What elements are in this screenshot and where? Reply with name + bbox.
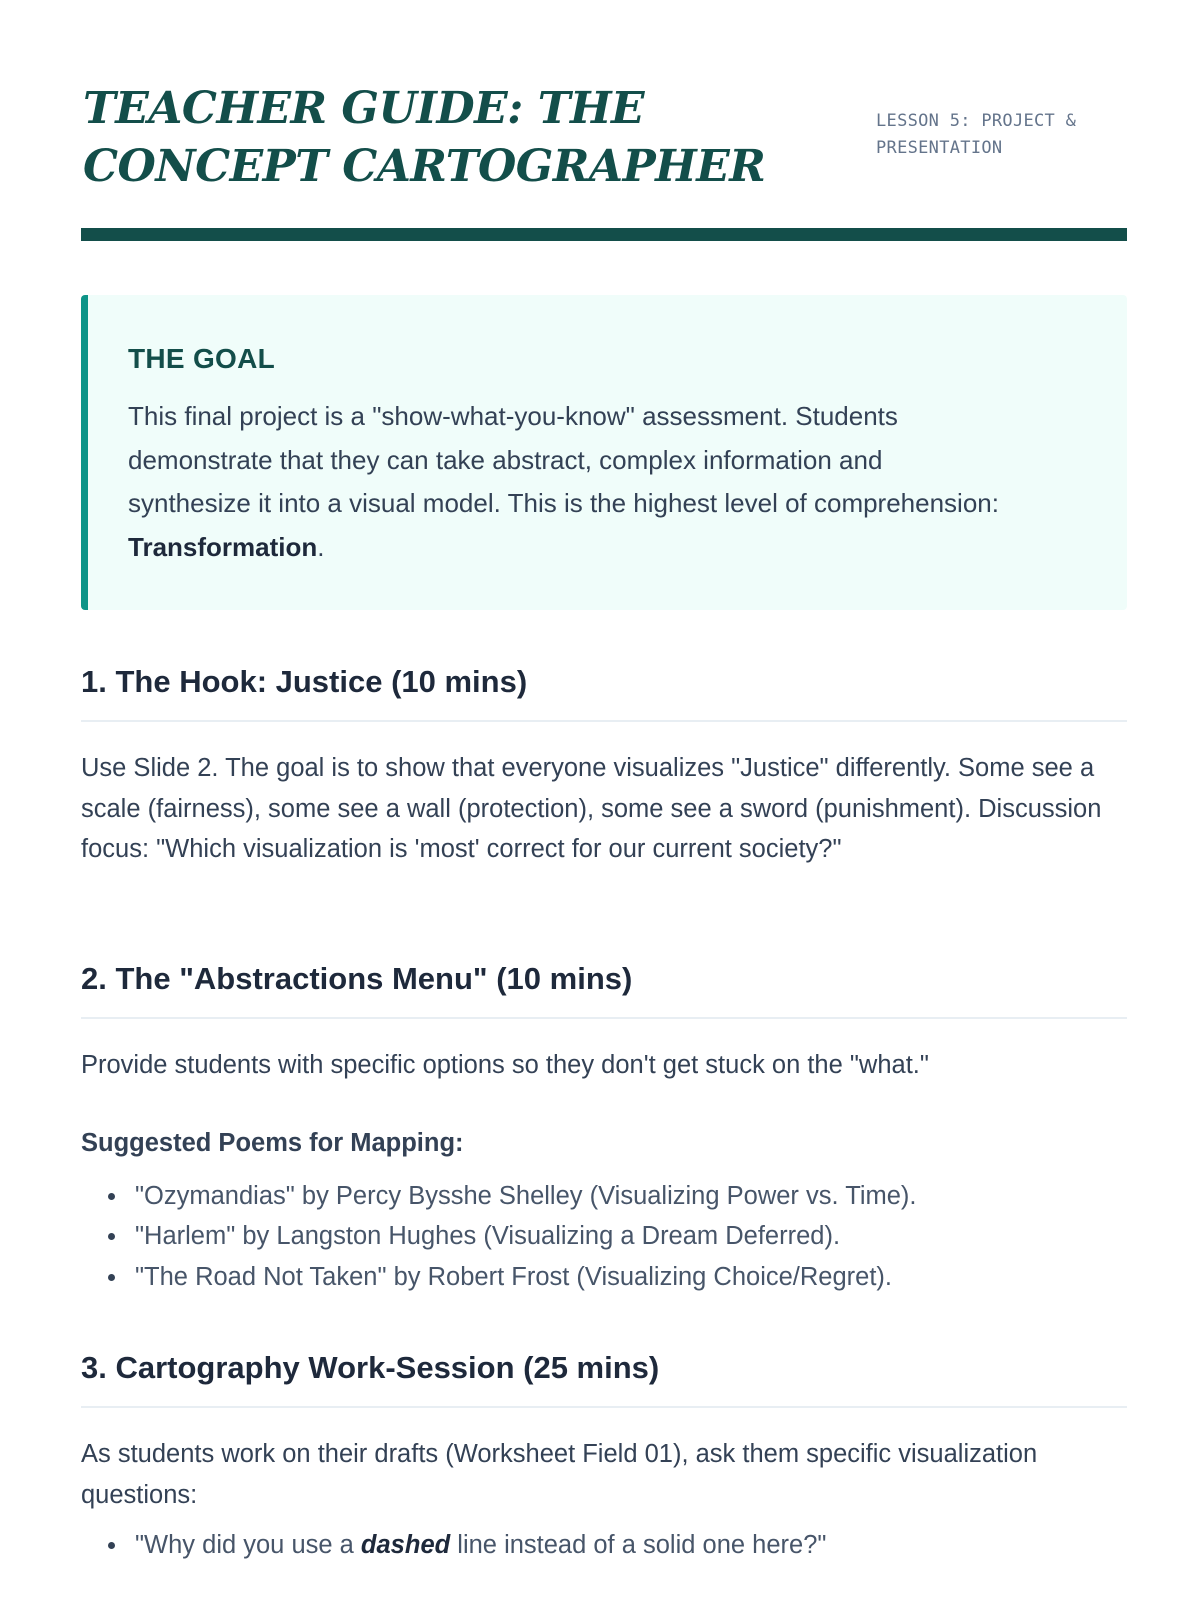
goal-callout (81, 295, 1127, 610)
goal-text-end: . (317, 531, 325, 562)
header-divider (81, 228, 1127, 241)
guide-header (81, 0, 1127, 245)
suggested-poems-heading: Suggested Poems for Mapping: (81, 1129, 464, 1157)
question-emphasis: dashed (360, 1531, 451, 1559)
list-item: "The Road Not Taken" by Robert Frost (Visualizing Choice/Regret). (135, 1257, 1181, 1297)
section-heading-hook: 1. The Hook: Justice (10 mins) (81, 664, 528, 699)
section-divider (81, 1017, 1127, 1019)
visualization-questions-list (81, 1525, 1181, 1565)
work-session-paragraph: As students work on their drafts (Worksheet Field 01), ask them specific visualization questions: (81, 1440, 1038, 1509)
section-divider (81, 720, 1127, 722)
suggested-poems-list (81, 1176, 1181, 1297)
section-heading-work-session: 3. Cartography Work-Session (25 mins) (81, 1350, 660, 1385)
goal-emphasis: Transformation (128, 531, 318, 562)
list-item: "Ozymandias" by Percy Bysshe Shelley (Visualizing Power vs. Time). (135, 1176, 1181, 1216)
question-text: "Why did you use a (135, 1531, 361, 1559)
goal-title: THE GOAL (128, 343, 276, 374)
lesson-label: LESSON 5: PROJECT & PRESENTATION (876, 111, 1077, 158)
teacher-guide-page (81, 0, 1127, 1559)
goal-text (128, 395, 1008, 569)
section-divider (81, 1406, 1127, 1408)
abstractions-paragraph: Provide students with specific options so they don't get stuck on the "what." (81, 1051, 929, 1079)
list-item: "Harlem" by Langston Hughes (Visualizing a Dream Deferred). (135, 1216, 1181, 1256)
hook-paragraph: Use Slide 2. The goal is to show that everyone visualizes "Justice" differently. Some see a scale (fairness), some see a wall (protection), some see a sword (punishment). Discussion focus: "Which visualization is 'most' correct for our current society?" (81, 754, 1102, 863)
page-title: TEACHER GUIDE: THE CONCEPT CARTOGRAPHER (83, 83, 766, 192)
question-text-end: line instead of a solid one here?" (450, 1531, 827, 1559)
goal-text-body: This final project is a "show-what-you-know" assessment. Students demonstrate that they can take abstract, complex information and synthesize it into a visual model. This is the highest level of comprehension: (128, 401, 999, 518)
list-item (135, 1525, 1181, 1565)
section-heading-abstractions-menu: 2. The "Abstractions Menu" (10 mins) (81, 961, 633, 996)
